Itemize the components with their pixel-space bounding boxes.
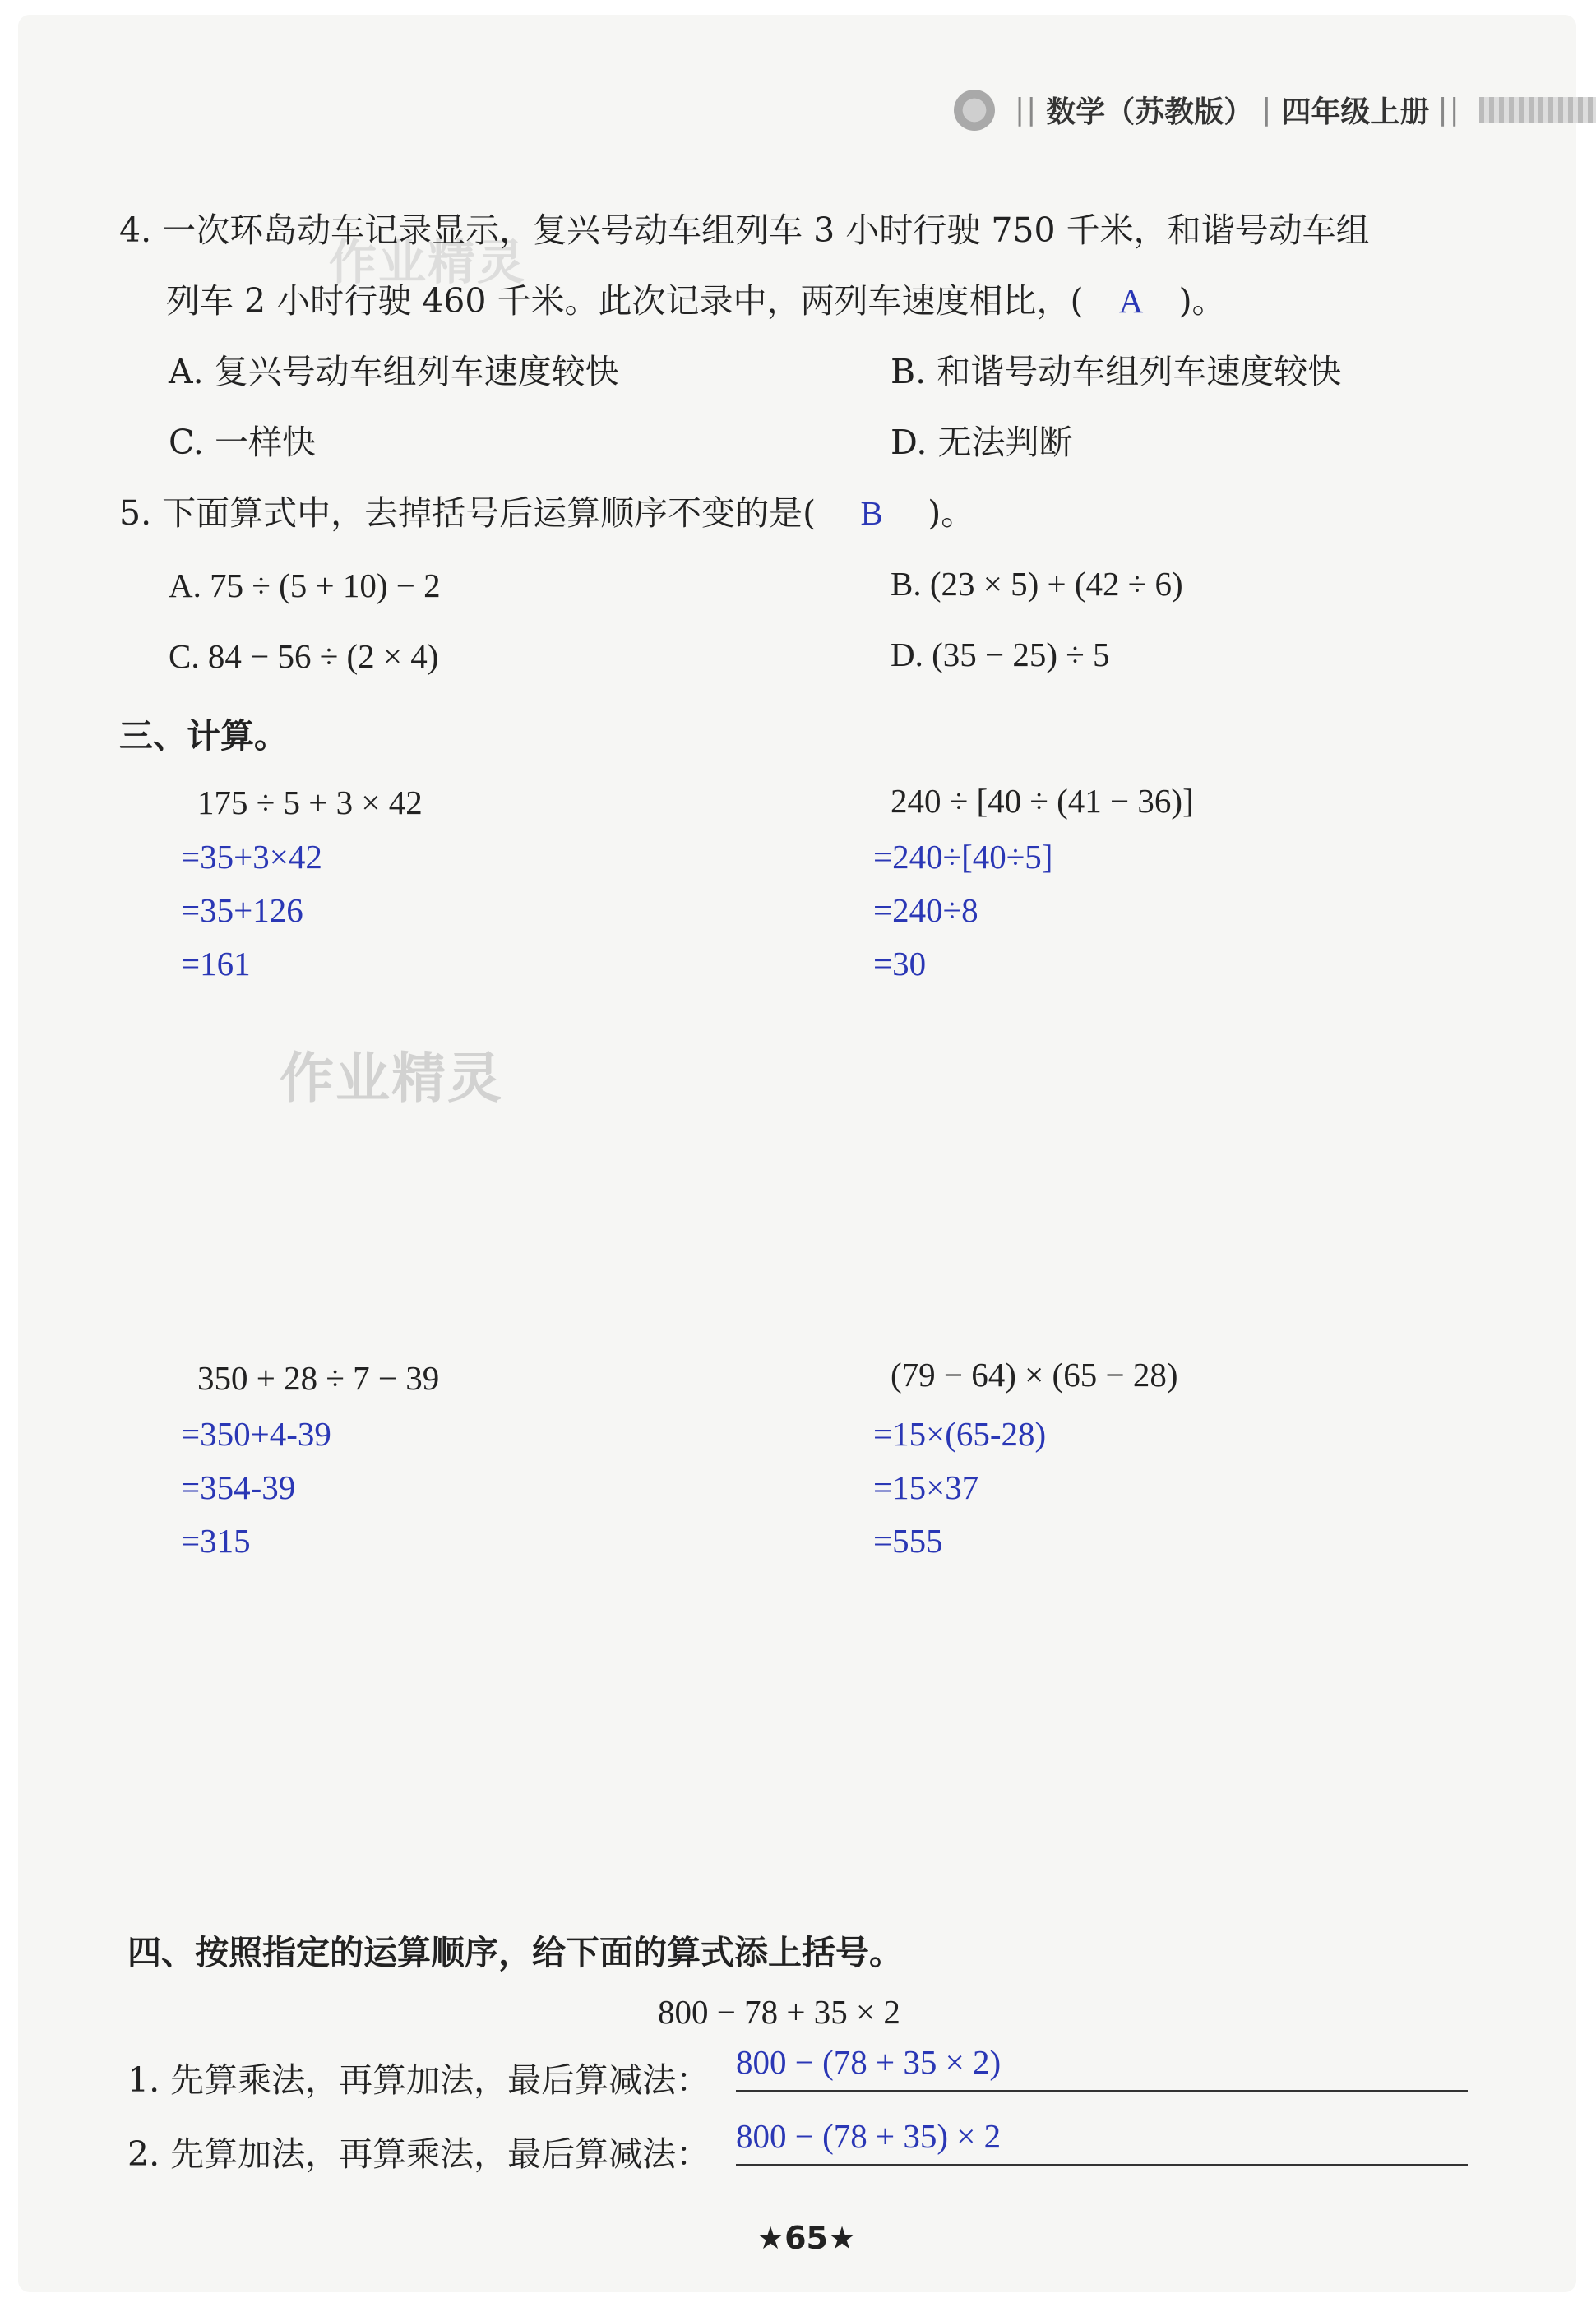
- q5-line-post: )。: [928, 493, 975, 533]
- q5-option-b: B. (23 × 5) + (42 ÷ 6): [891, 565, 1183, 603]
- section4-title: 四、按照指定的运算顺序，给下面的算式添上括号。: [127, 1933, 903, 1972]
- q5-option-d: D. (35 − 25) ÷ 5: [891, 636, 1110, 673]
- header-bar: [1479, 97, 1596, 123]
- q4-answer: A: [1118, 282, 1144, 320]
- q5-line-pre: 5. 下面算式中，去掉括号后运算顺序不变的是(: [119, 493, 817, 533]
- answer-line-2: [736, 2116, 1468, 2166]
- q4-option-b: B. 和谐号动车组列车速度较快: [891, 352, 1342, 391]
- calc-2-expr: 240 ÷ [40 ÷ (41 − 36)]: [891, 782, 1194, 820]
- calc-4-step: =555: [873, 1522, 943, 1560]
- section4-item-1-answer: 800 − (78 + 35 × 2): [736, 2043, 1002, 2081]
- calc-2-step: =30: [873, 945, 927, 982]
- q4-line2-pre: 列车 2 小时行驶 460 千米。此次记录中，两列车速度相比，(: [166, 281, 1084, 321]
- calc-2-step: =240÷8: [873, 891, 978, 929]
- q4-line2-post: )。: [1178, 281, 1226, 321]
- q5-option-a: A. 75 ÷ (5 + 10) − 2: [169, 566, 441, 604]
- calc-2-step: =240÷[40÷5]: [873, 838, 1053, 876]
- divider-icon: ||: [1437, 93, 1461, 127]
- section4-item-2-answer: 800 − (78 + 35) × 2: [736, 2117, 1002, 2155]
- q5-option-c: C. 84 − 56 ÷ (2 × 4): [169, 637, 439, 675]
- section4-expr: 800 − 78 + 35 × 2: [658, 1993, 900, 2031]
- header-subject: 数学（苏教版）: [1046, 95, 1254, 129]
- calc-1-expr: 175 ÷ 5 + 3 × 42: [197, 784, 423, 821]
- q4-line1: 4. 一次环岛动车记录显示，复兴号动车组列车 3 小时行驶 750 千米，和谐号动车组: [119, 210, 1370, 250]
- q5-answer: B: [860, 494, 883, 532]
- calc-3-expr: 350 + 28 ÷ 7 − 39: [197, 1359, 440, 1397]
- header-grade: 四年级上册: [1281, 95, 1430, 129]
- divider-icon: |: [1261, 93, 1274, 127]
- calc-1-step: =161: [181, 945, 251, 982]
- calc-3-step: =354-39: [181, 1468, 296, 1506]
- q4-option-d: D. 无法判断: [891, 423, 1073, 462]
- sun-logo-icon: [954, 90, 995, 131]
- answer-line-1: [736, 2042, 1468, 2092]
- q4-option-c: C. 一样快: [169, 423, 316, 462]
- calc-3-step: =350+4-39: [181, 1415, 331, 1453]
- q5-line: [119, 493, 975, 533]
- calc-1-step: =35+3×42: [181, 838, 322, 876]
- divider-icon: ||: [1015, 93, 1039, 127]
- section3-title: 三、计算。: [119, 716, 288, 756]
- calc-4-expr: (79 − 64) × (65 − 28): [891, 1356, 1178, 1394]
- calc-4-step: =15×37: [873, 1468, 979, 1506]
- watermark: 作业精灵: [329, 234, 527, 290]
- calc-4-step: =15×(65-28): [873, 1415, 1047, 1453]
- section4-item-1-label: 1. 先算乘法，再算加法，最后算减法：: [127, 2060, 710, 2100]
- page-number: ★65★: [756, 2220, 857, 2256]
- watermark: 作业精灵: [280, 1047, 503, 1110]
- q4-option-a: A. 复兴号动车组列车速度较快: [169, 352, 619, 391]
- running-header: [954, 89, 1596, 131]
- q4-line2: [166, 281, 1226, 321]
- calc-3-step: =315: [181, 1522, 251, 1560]
- calc-1-step: =35+126: [181, 891, 303, 929]
- section4-item-2-label: 2. 先算加法，再算乘法，最后算减法：: [127, 2134, 710, 2174]
